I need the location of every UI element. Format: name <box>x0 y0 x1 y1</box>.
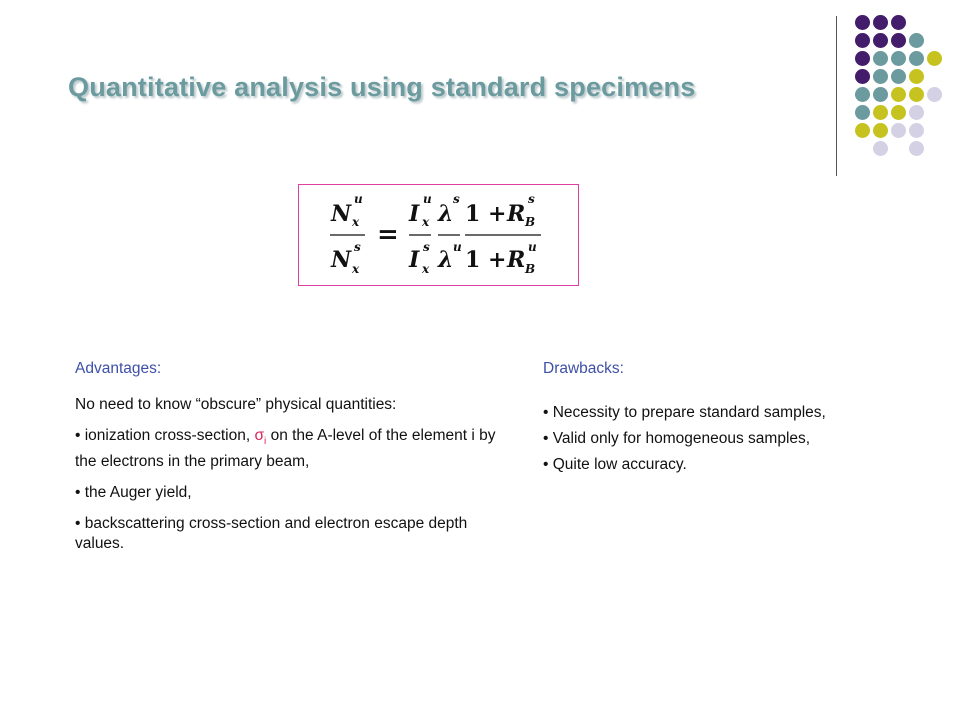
decor-dot <box>927 87 942 102</box>
decor-dot <box>873 123 888 138</box>
decor-dot <box>909 33 924 48</box>
formula-box <box>298 184 579 286</box>
drawbacks-heading: Drawbacks: <box>543 360 624 377</box>
decor-dot <box>873 69 888 84</box>
formula-one-plus-numerator: 1 + <box>465 201 507 227</box>
drawbacks-item: • Valid only for homogeneous samples, <box>543 430 811 447</box>
decor-dot <box>873 15 888 30</box>
slide-title: Quantitative analysis using standard specimens <box>68 72 696 102</box>
decor-dot <box>891 87 906 102</box>
formula-lambda-denominator: λ <box>438 247 454 273</box>
formula-sup: u <box>528 240 537 254</box>
decor-dot <box>891 69 906 84</box>
formula-i-denominator: I <box>409 247 420 273</box>
formula-sub: B <box>525 262 536 276</box>
formula-sub: B <box>525 215 536 229</box>
decor-dot <box>891 51 906 66</box>
decor-dot <box>855 33 870 48</box>
advantages-heading: Advantages: <box>75 360 162 377</box>
formula-sup: u <box>354 192 363 206</box>
decorative-vertical-line <box>836 16 837 176</box>
formula-sup: u <box>423 192 432 206</box>
advantages-section <box>75 359 505 554</box>
advantages-item-text: on the A-level of the element i by the electrons in the primary beam, <box>75 427 496 471</box>
advantages-item-text: • ionization cross-section, <box>75 427 255 444</box>
decor-dot <box>855 15 870 30</box>
formula-sub: x <box>422 215 430 229</box>
drawbacks-item: • Necessity to prepare standard samples, <box>543 404 826 421</box>
formula-r-denominator: R <box>507 247 526 273</box>
formula-equation <box>299 185 580 287</box>
decor-dot <box>873 141 888 156</box>
advantages-item <box>75 426 505 472</box>
formula-denominator-n: N <box>331 247 352 273</box>
formula-sub: x <box>422 262 430 276</box>
decor-dot <box>873 87 888 102</box>
decor-dot <box>909 141 924 156</box>
formula-sup: s <box>528 192 535 206</box>
decor-dot <box>855 105 870 120</box>
formula-sup: s <box>354 240 361 254</box>
decor-dot <box>855 69 870 84</box>
drawbacks-item: • Quite low accuracy. <box>543 456 687 473</box>
advantages-item: • backscattering cross-section and electron escape depth values. <box>75 515 468 553</box>
formula-sub: x <box>352 215 360 229</box>
decor-dot <box>909 105 924 120</box>
formula-sub: x <box>352 262 360 276</box>
formula-sup: s <box>423 240 430 254</box>
decor-dot <box>855 123 870 138</box>
decor-dot <box>891 15 906 30</box>
formula-sup: u <box>453 240 462 254</box>
formula-numerator-n: N <box>331 201 352 227</box>
decor-dot <box>873 51 888 66</box>
decor-dot <box>873 33 888 48</box>
sigma-subscript: i <box>264 436 267 448</box>
decor-dot <box>909 69 924 84</box>
decor-dot <box>909 123 924 138</box>
advantages-intro: No need to know “obscure” physical quantities: <box>75 396 397 413</box>
decor-dot <box>909 51 924 66</box>
formula-r-numerator: R <box>507 201 526 227</box>
decor-dot <box>855 87 870 102</box>
decor-dot <box>873 105 888 120</box>
decor-dot <box>909 87 924 102</box>
advantages-item: • the Auger yield, <box>75 484 192 502</box>
drawbacks-section <box>543 359 943 475</box>
decor-dot <box>855 51 870 66</box>
decor-dot <box>891 33 906 48</box>
formula-equals: = <box>377 220 399 250</box>
decor-dot <box>891 123 906 138</box>
formula-i-numerator: I <box>409 201 420 227</box>
decor-dot <box>891 105 906 120</box>
formula-sup: s <box>453 192 460 206</box>
decor-dot <box>927 51 942 66</box>
formula-one-plus-denominator: 1 + <box>465 247 507 273</box>
formula-lambda-numerator: λ <box>438 201 454 227</box>
sigma-symbol: σ <box>254 427 265 444</box>
